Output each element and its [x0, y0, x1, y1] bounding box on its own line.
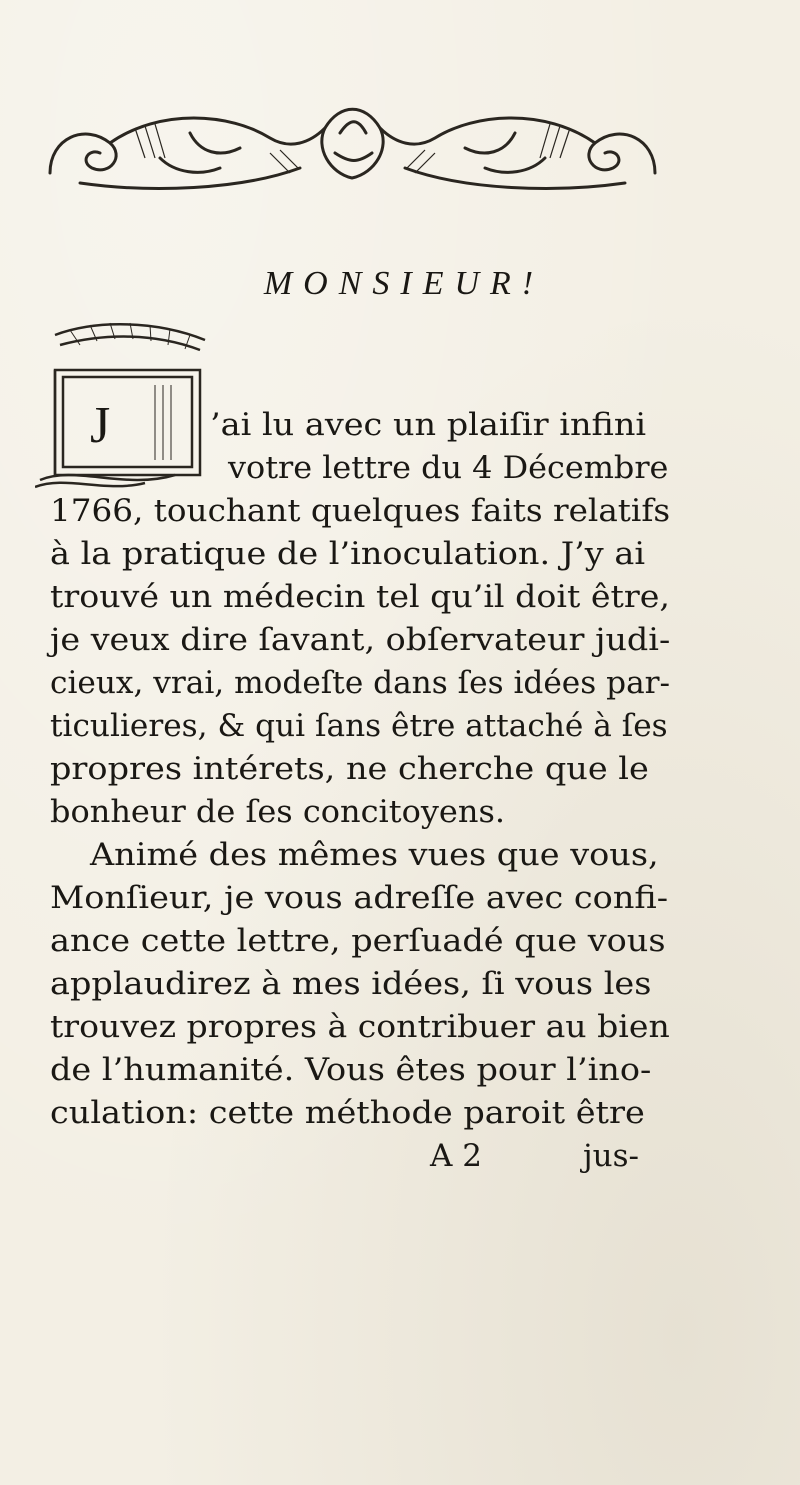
text-line: je veux dire ſavant, obſervateur judi- — [50, 622, 671, 658]
text-line: 1766, touchant quelques faits relatifs — [50, 493, 671, 529]
text-line: votre lettre du 4 Décembre — [228, 450, 669, 486]
drop-cap-letter: J — [90, 397, 111, 454]
text-line: trouvé un médecin tel qu’il doit être, — [50, 579, 670, 615]
ornamental-headpiece — [40, 98, 665, 198]
text-line: à la pratique de l’inoculation. J’y ai — [50, 536, 646, 572]
drop-cap-frame-ornament — [35, 315, 210, 490]
text-line: culation: cette méthode paroit être — [50, 1095, 645, 1131]
salutation-heading: MONSIEUR! — [263, 265, 545, 302]
text-line: bonheur de ſes concitoyens. — [50, 794, 506, 830]
text-line: Monſieur, je vous adreſſe avec confi- — [50, 880, 669, 916]
text-line: propres intérets, ne cherche que le — [50, 751, 649, 787]
text-line: Animé des mêmes vues que vous, — [90, 837, 659, 873]
signature-mark: A 2 — [430, 1138, 482, 1174]
text-line: applaudirez à mes idées, ſi vous les — [50, 966, 652, 1002]
text-line: ticulieres, & qui ſans être attaché à ſes — [50, 708, 668, 744]
text-line: ance cette lettre, perſuadé que vous — [50, 923, 666, 959]
catchword: jus- — [583, 1138, 639, 1174]
text-line: ’ai lu avec un plaiſir infini — [210, 407, 647, 443]
text-line: de l’humanité. Vous êtes pour l’ino- — [50, 1052, 652, 1088]
text-line: trouvez propres à contribuer au bien — [50, 1009, 670, 1045]
text-line: cieux, vrai, modeſte dans ſes idées par- — [50, 665, 671, 701]
